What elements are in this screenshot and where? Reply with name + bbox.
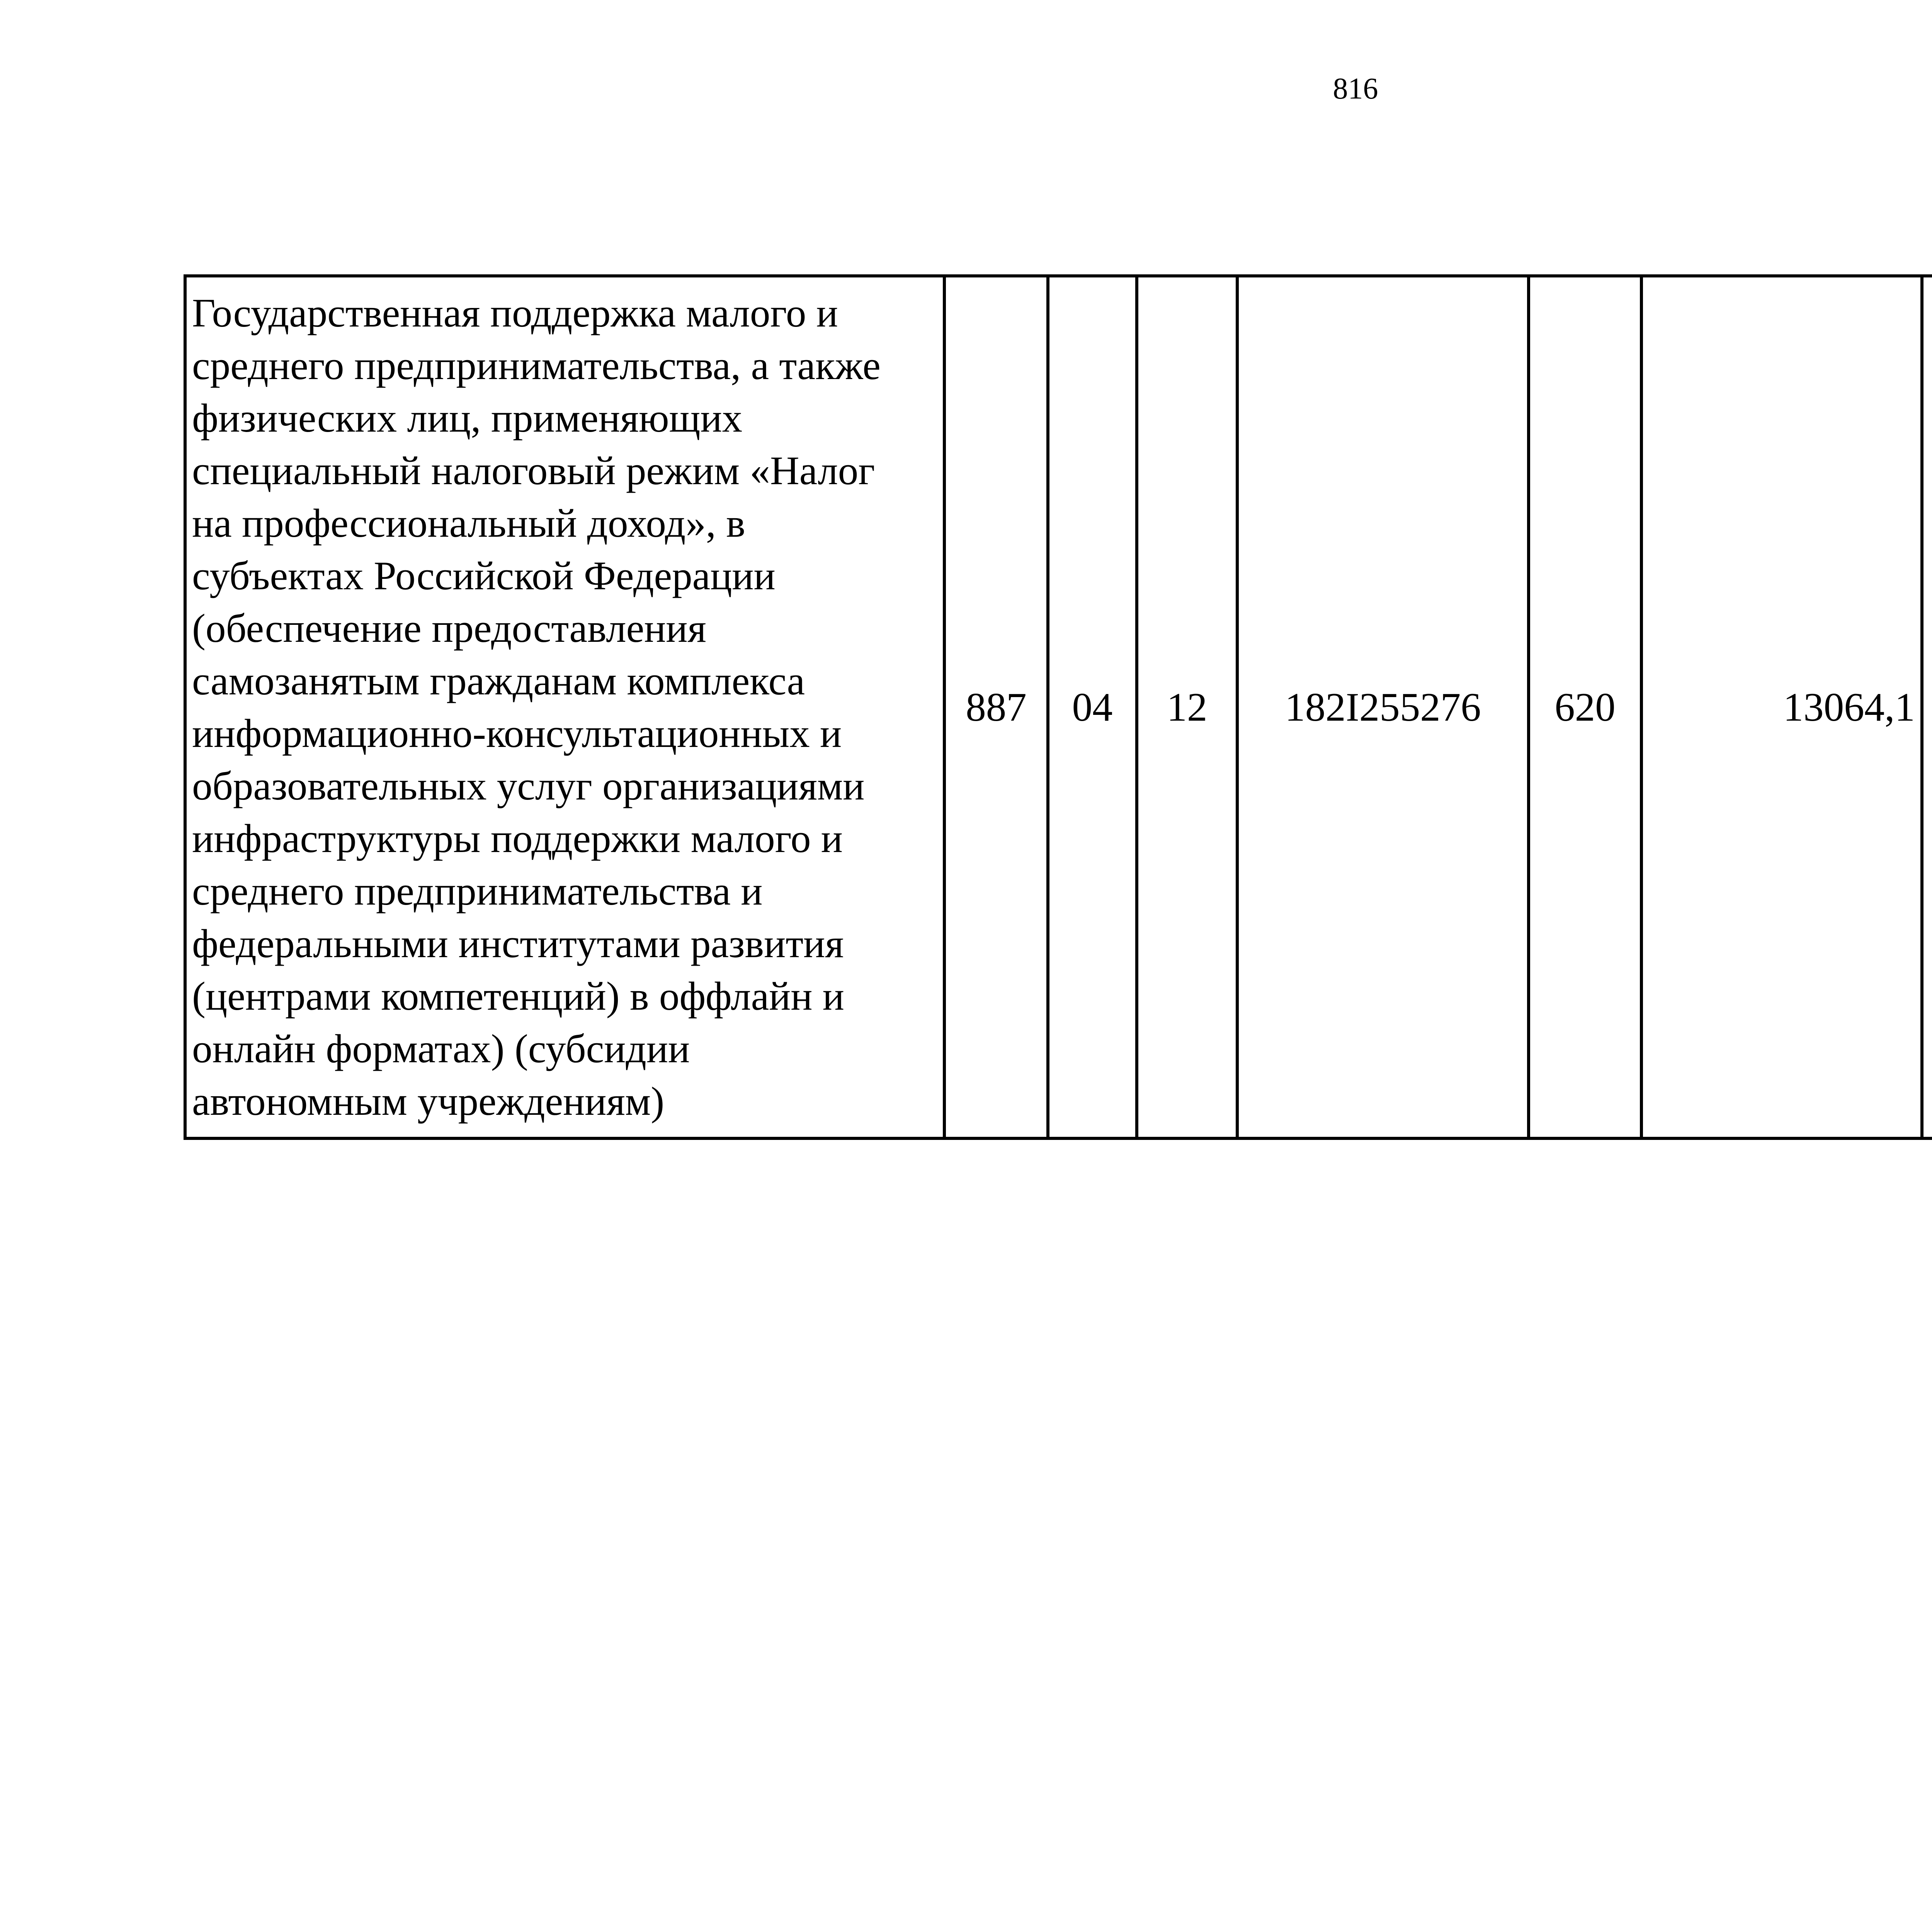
target-article-cell: 182I255276 <box>1237 276 1529 1138</box>
amount-1-cell: 13064,1 <box>1641 276 1922 1138</box>
description-line: инфраструктуры поддержки малого и <box>192 816 843 861</box>
budget-table <box>184 274 1932 1140</box>
description-line: (центрами компетенций) в оффлайн и <box>192 973 844 1019</box>
description-line: самозанятым гражданам комплекса <box>192 658 805 703</box>
description-line: среднего предпринимательства и <box>192 868 763 913</box>
expense-type-cell: 620 <box>1529 276 1641 1138</box>
description-line: субъектах Российской Федерации <box>192 553 776 598</box>
description-cell <box>185 276 944 1138</box>
description-line: автономным учреждениям) <box>192 1078 665 1124</box>
description-line: на профессиональный доход», в <box>192 500 745 546</box>
description-line: информационно-консультационных и <box>192 711 842 756</box>
description-line: физических лиц, применяющих <box>192 395 743 441</box>
amount-2-cell <box>1922 276 1932 1138</box>
description-line: среднего предпринимательства, а также <box>192 343 881 388</box>
description-line: образовательных услуг организациями <box>192 763 865 808</box>
description-line: онлайн форматах) (субсидии <box>192 1026 690 1071</box>
description-line: федеральными институтами развития <box>192 921 844 966</box>
subsection-cell: 12 <box>1137 276 1237 1138</box>
ministry-code-cell: 887 <box>944 276 1048 1138</box>
page-number: 816 <box>1333 71 1378 105</box>
section-cell: 04 <box>1048 276 1137 1138</box>
description-line: специальный налоговый режим «Налог <box>192 448 875 493</box>
table-row <box>185 276 1932 1138</box>
description-line: (обеспечение предоставления <box>192 606 706 651</box>
description-line: Государственная поддержка малого и <box>192 290 838 335</box>
